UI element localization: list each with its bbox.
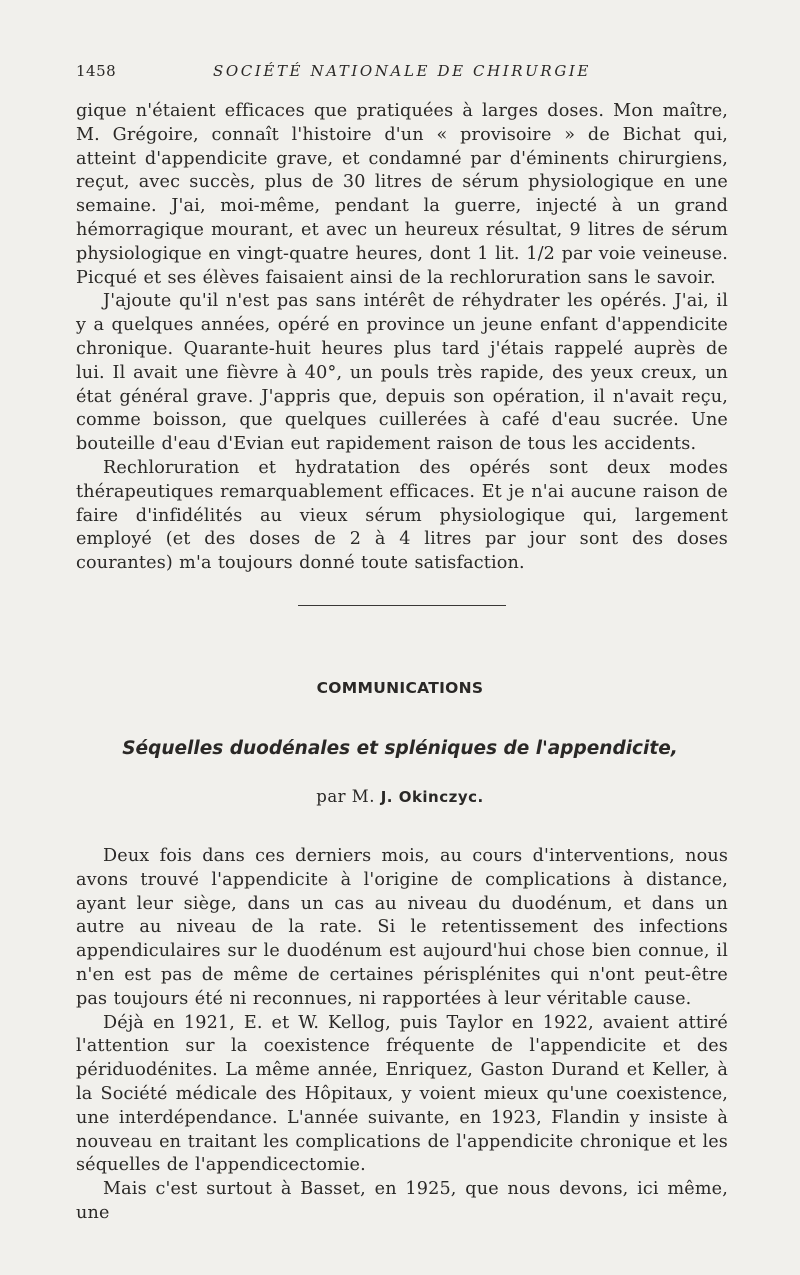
author-name: J. Okinczyc. (380, 788, 484, 806)
paragraph: Mais c'est surtout à Basset, en 1925, que nous devons, ici même, une (76, 1179, 728, 1223)
article-byline (0, 787, 800, 806)
paragraph: Déjà en 1921, E. et W. Kellog, puis Taylor en 1922, avaient attiré l'attention sur la coexistence fréquente de l'appendicite et des périduodénites. La même année, Enriquez, Gaston Durand et Keller, à la Société médicale des Hôpitaux, y voient mieux qu'une coexistence, une interdépendance. L'année suivante, en 1923, Flandin y insiste à nouveau en traitant les complications de l'appendicite chronique et les séquelles de l'appendicectomie. (76, 1012, 728, 1176)
paragraph: gique n'étaient efficaces que pratiquées à larges doses. Mon maître, M. Grégoire, connaît l'histoire d'un « provisoire » de Bichat qui, atteint d'appendicite grave, et condamné par d'éminents chirurgiens, reçut, avec succès, plus de 30 litres de sérum physiologique en une semaine. J'ai, moi-même, pendant la guerre, injecté à un grand hémorragique mourant, et avec un heureux résultat, 9 litres de sérum physiologique en vingt-quatre heures, dont 1 lit. 1/2 par voie veineuse. Picqué et ses élèves faisaient ainsi de la rechloruration sans le savoir. (76, 101, 728, 288)
section-divider (298, 605, 506, 606)
running-header (76, 62, 728, 86)
journal-title: SOCIÉTÉ NATIONALE DE CHIRURGIE (213, 62, 591, 80)
paragraph: Deux fois dans ces derniers mois, au cours d'interventions, nous avons trouvé l'appendicite à l'origine de complications à distance, ayant leur siège, dans un cas au niveau du duodénum, et dans un autre au niveau de la rate. Si le retentissement des infections appendiculaires sur le duodénum est aujourd'hui chose bien connue, il n'en est pas de même de certaines périsplénites qui n'ont peut-être pas toujours été ni reconnues, ni rapportées à leur véritable cause. (76, 846, 728, 1009)
section-heading: COMMUNICATIONS (316, 679, 484, 697)
previous-article-text (76, 100, 728, 576)
page-number: 1458 (76, 62, 117, 80)
article-body (76, 845, 728, 1226)
byline-prefix: par M. (316, 787, 375, 806)
paragraph: Rechloruration et hydratation des opérés sont deux modes thérapeutiques remarquablement efficaces. Et je n'ai aucune raison de faire d'infidélités au vieux sérum physiologique qui, largement employé (et des doses de 2 à 4 litres par jour sont des doses courantes) m'a toujours donné toute satisfaction. (76, 457, 728, 574)
article-title: Séquelles duodénales et spléniques de l'appendicite, (122, 738, 678, 759)
paragraph: J'ajoute qu'il n'est pas sans intérêt de réhydrater les opérés. J'ai, il y a quelques années, opéré en province un jeune enfant d'appendicite chronique. Quarante-huit heures plus tard j'étais rappelé auprès de lui. Il avait une fièvre à 40°, un pouls très rapide, des yeux creux, un état général grave. J'appris que, depuis son opération, il n'avait reçu, comme boisson, que quelques cuillerées à café d'eau sucrée. Une bouteille d'eau d'Evian eut rapidement raison de tous les accidents. (76, 291, 728, 455)
